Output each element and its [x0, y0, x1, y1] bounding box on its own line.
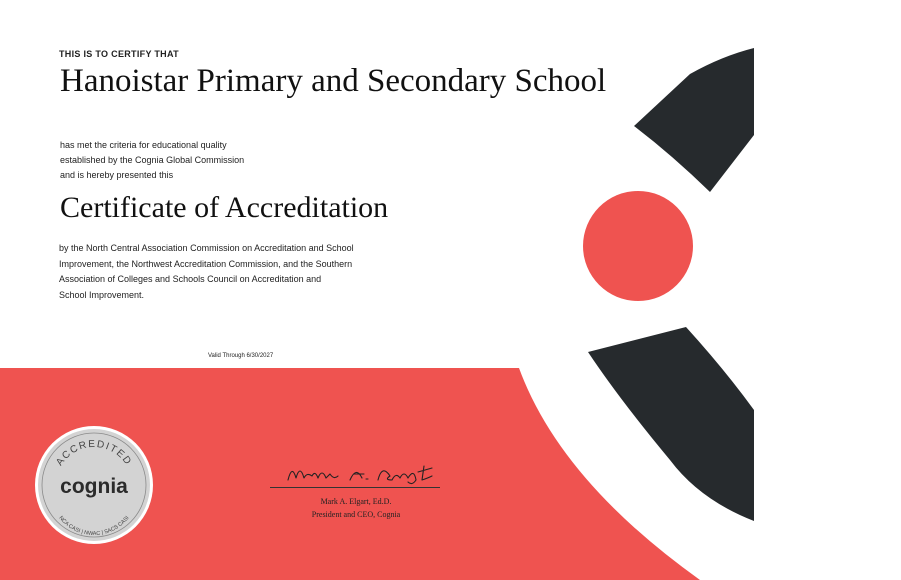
- signature-line: [270, 487, 440, 488]
- seal-bottom-text: NCA CASI | NWAC | SACS CASI: [57, 515, 131, 538]
- valid-through: Valid Through 6/30/2027: [208, 353, 274, 359]
- dark-arc-bottom: [588, 327, 754, 521]
- accreditation-seal: [34, 425, 154, 545]
- school-name: Hanoistar Primary and Secondary School: [60, 63, 607, 99]
- body-line: Improvement, the Northwest Accreditation Commission, and the Southern: [59, 258, 353, 269]
- seal-top-text: ACCREDITED: [54, 438, 134, 468]
- body-line: by the North Central Association Commission on Accreditation and School: [59, 243, 354, 253]
- body-line: Association of Colleges and Schools Council on Accreditation and: [59, 274, 322, 284]
- signer-role: President and CEO, Cognia: [311, 510, 401, 519]
- signer-name: Mark A. Elgart, Ed.D.: [320, 497, 392, 506]
- intro-line: has met the criteria for educational quality: [60, 140, 227, 150]
- seal-brand: cognia: [60, 475, 128, 498]
- signature-mark: [282, 458, 442, 490]
- signer-block: [270, 495, 442, 521]
- accrediting-bodies-text: [59, 241, 419, 303]
- intro-text: [60, 138, 320, 183]
- dark-arc-top: [634, 48, 754, 192]
- certificate-title: Certificate of Accreditation: [60, 191, 389, 224]
- intro-line: and is hereby presented this: [60, 170, 174, 180]
- certify-line: THIS IS TO CERTIFY THAT: [59, 49, 179, 59]
- body-line: School Improvement.: [59, 289, 145, 300]
- intro-line: established by the Cognia Global Commission: [60, 155, 245, 165]
- red-circle: [583, 191, 693, 301]
